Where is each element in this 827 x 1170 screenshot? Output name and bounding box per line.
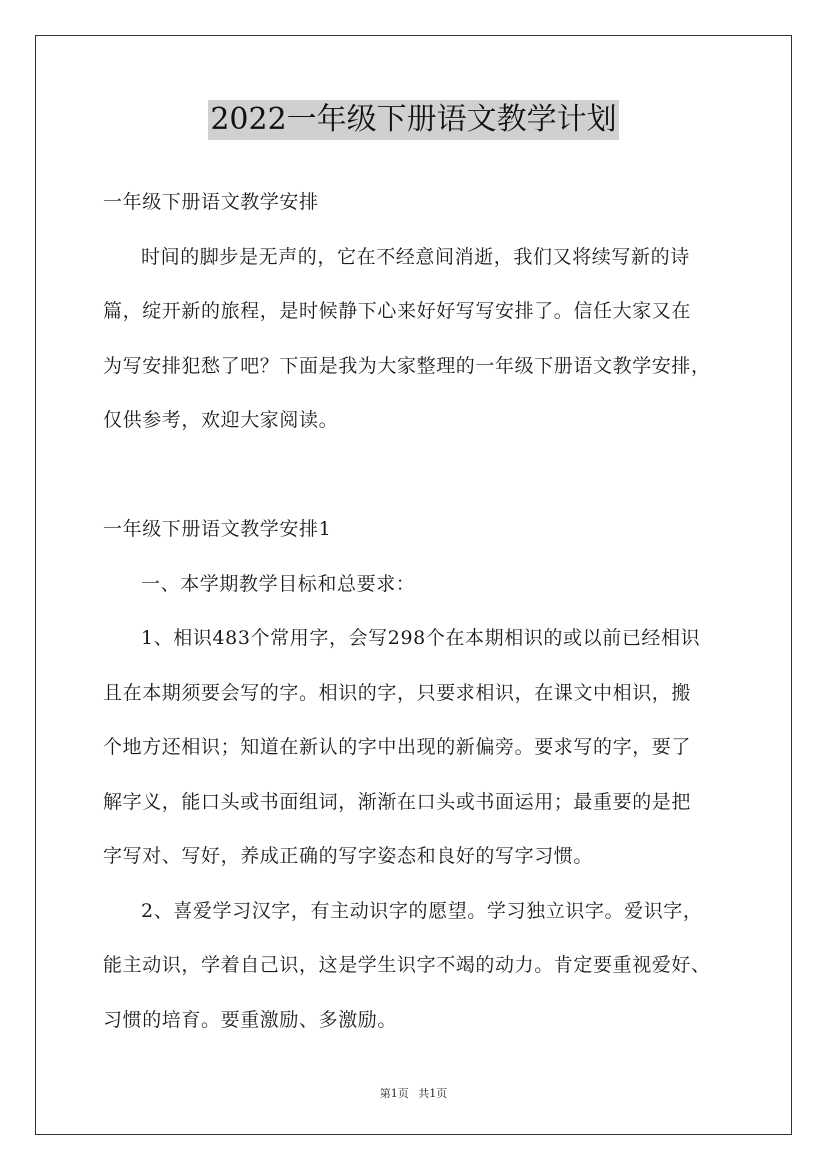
paragraph-line: 2、喜爱学习汉字，有主动识字的愿望。学习独立识字。爱识字，: [141, 899, 703, 922]
paragraph-line: 1、相识483个常用字，会写298个在本期相识的或以前已经相识: [141, 627, 701, 649]
paragraph-line: 篇，绽开新的旅程，是时候静下心来好好写写安排了。信任大家又在: [103, 300, 692, 322]
page-number: 第1页: [379, 1087, 409, 1100]
subsection-heading: 一、本学期教学目标和总要求：: [141, 572, 416, 595]
paragraph-line: 习惯的培育。要重激励、多激励。: [103, 1008, 398, 1031]
document-body: [103, 175, 743, 1047]
paragraph-line: 解字义，能口头或书面组词，渐渐在口头或书面运用；最重要的是把: [103, 790, 692, 813]
paragraph-line: 能主动识，学着自己识，这是学生识字不竭的动力。肯定要重视爱好、: [103, 954, 711, 976]
page-footer: [0, 1085, 827, 1101]
paragraph-line: 时间的脚步是无声的，它在不经意间消逝，我们又将续写新的诗: [141, 245, 690, 268]
paragraph-line: 且在本期须要会写的字。相识的字，只要求相识，在课文中相识，搬: [103, 681, 692, 704]
section-heading: 一年级下册语文教学安排: [103, 191, 319, 213]
paragraph-line: 仅供参考，欢迎大家阅读。: [103, 409, 339, 431]
paragraph-line: 个地方还相识；知道在新认的字中出现的新偏旁。要求写的字，要了: [103, 736, 692, 758]
document-title: 2022一年级下册语文教学计划: [208, 100, 618, 140]
section-heading: 一年级下册语文教学安排1: [103, 518, 332, 540]
page-total: 共1页: [418, 1087, 448, 1100]
paragraph-line: 为写安排犯愁了吧？下面是我为大家整理的一年级下册语文教学安排，: [103, 354, 711, 377]
blank-line: [103, 448, 743, 503]
paragraph-line: 字写对、写好，养成正确的写字姿态和良好的写字习惯。: [103, 845, 594, 867]
title-container: [0, 100, 827, 140]
